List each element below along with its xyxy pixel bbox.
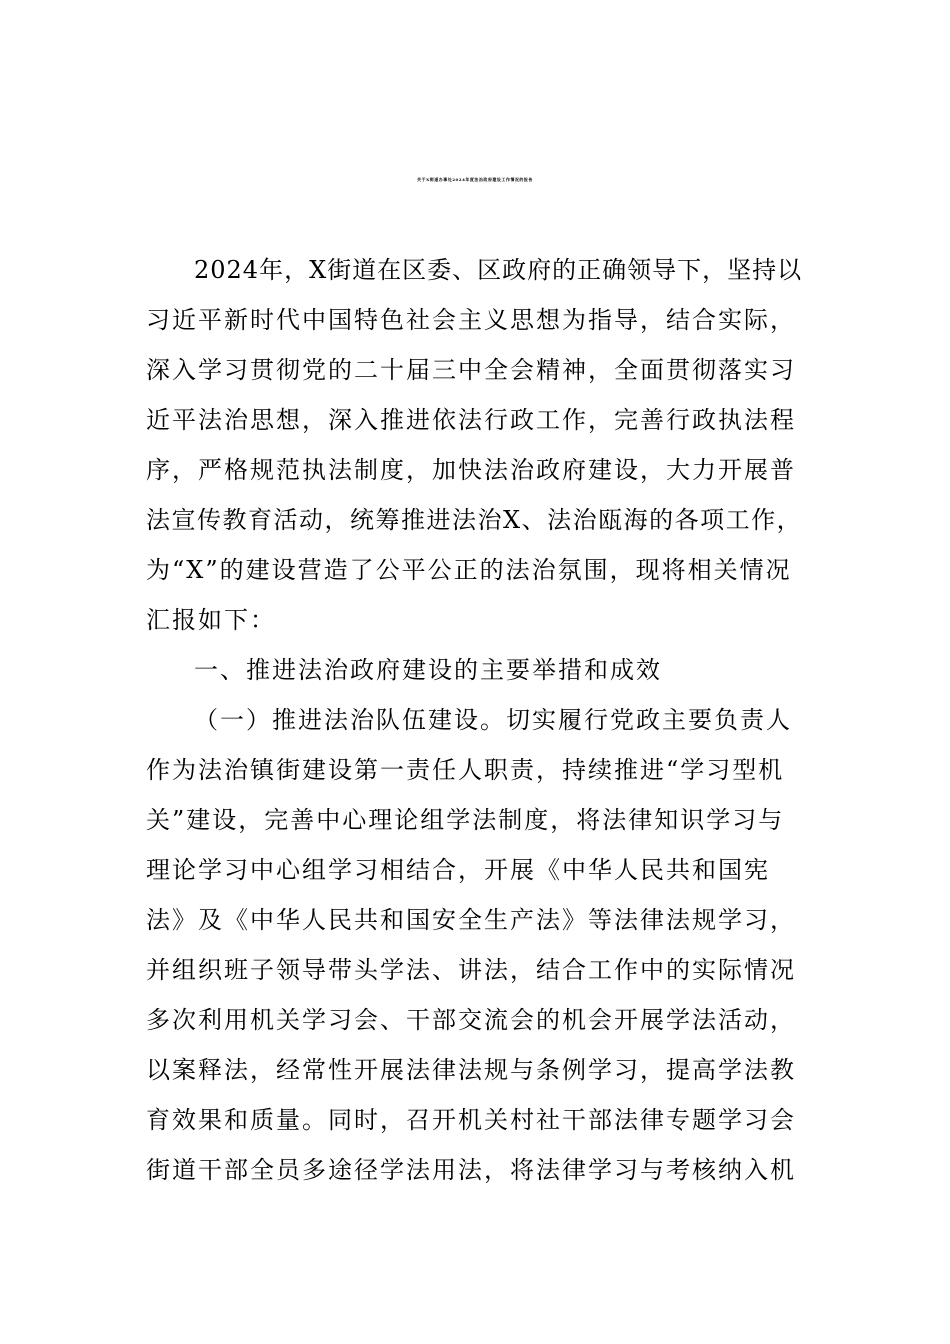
paragraph-line: 2024年，X街道在区委、区政府的正确领导下，坚持以 <box>194 256 803 284</box>
section-heading: 一、推进法治政府建设的主要举措和成效 <box>194 656 662 684</box>
paragraph-line: 关”建设，完善中心理论组学法制度，将法律知识学习与 <box>146 806 785 834</box>
paragraph-line: 法》及《中华人民共和国安全生产法》等法律法规学习， <box>146 906 796 934</box>
paragraph-line: 育效果和质量。同时，召开机关村社干部法律专题学习会 <box>146 1106 796 1134</box>
paragraph-line: 以案释法，经常性开展法律法规与条例学习，提高学法教 <box>146 1056 796 1084</box>
paragraph-line: 近平法治思想，深入推进依法行政工作，完善行政执法程 <box>146 406 796 434</box>
paragraph-line: （一）推进法治队伍建设。切实履行党政主要负责人 <box>194 706 792 734</box>
document-title: 关于X街道办事处2024年度法治政府建设工作情况的报告 <box>417 177 533 182</box>
paragraph-line: 习近平新时代中国特色社会主义思想为指导，结合实际， <box>146 306 796 334</box>
paragraph-line: 为“X”的建设营造了公平公正的法治氛围，现将相关情况 <box>146 556 792 584</box>
paragraph-line: 法宣传教育活动，统筹推进法治X、法治瓯海的各项工作， <box>146 506 803 534</box>
paragraph-line: 序，严格规范执法制度，加快法治政府建设，大力开展普 <box>146 456 796 484</box>
paragraph-line: 汇报如下： <box>146 606 276 634</box>
paragraph-line: 作为法治镇街建设第一责任人职责，持续推进“学习型机 <box>146 756 785 784</box>
paragraph-line: 多次利用机关学习会、干部交流会的机会开展学法活动， <box>146 1006 796 1034</box>
paragraph-line: 街道干部全员多途径学法用法，将法律学习与考核纳入机 <box>146 1156 796 1184</box>
paragraph-line: 理论学习中心组学习相结合，开展《中华人民共和国宪 <box>146 856 770 884</box>
paragraph-line: 并组织班子领导带头学法、讲法，结合工作中的实际情况 <box>146 956 796 984</box>
paragraph-line: 深入学习贯彻党的二十届三中全会精神，全面贯彻落实习 <box>146 356 796 384</box>
